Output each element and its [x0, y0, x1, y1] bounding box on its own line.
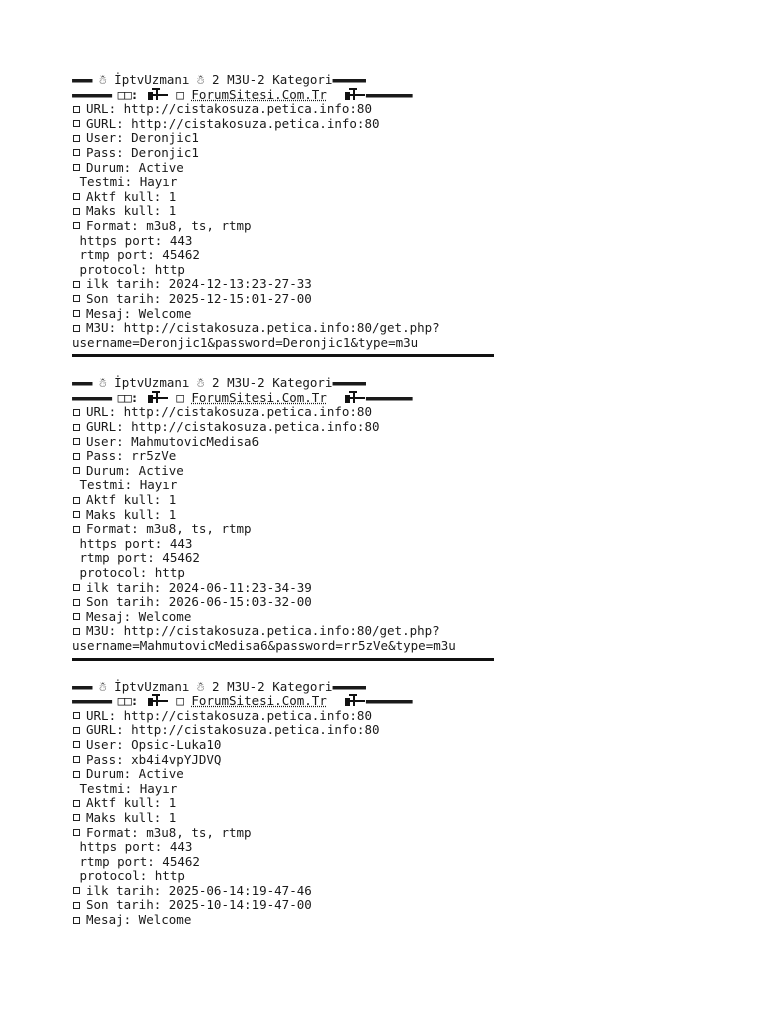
aktf-text: Aktf kull: 1 — [86, 795, 177, 811]
snowman-icon: ☃ — [196, 72, 205, 87]
bullet-icon — [73, 164, 80, 171]
url-line — [72, 709, 712, 724]
entry-header — [72, 680, 712, 695]
subheader-left-deco: ▬▬▬▬▬▬ □□: — [72, 389, 138, 405]
user-text: User: Opsic-Luka10 — [86, 736, 222, 752]
https-port-line: https port: 443 — [72, 535, 193, 551]
subheader-left-deco: ▬▬▬▬▬▬ □□: — [72, 86, 138, 102]
site-link[interactable]: ForumSitesi.Com.Tr — [191, 86, 327, 102]
plug-icon — [342, 391, 366, 403]
subheader-left-deco: ▬▬▬▬▬▬ □□: — [72, 693, 138, 709]
https-port-line: https port: 443 — [72, 232, 193, 248]
entry-separator — [72, 354, 494, 357]
entry-subheader — [72, 88, 712, 103]
bullet-icon — [73, 902, 80, 909]
bullet-icon — [73, 135, 80, 142]
son-tarih-line — [72, 595, 712, 610]
entry-header — [72, 73, 712, 88]
m3u-line — [72, 321, 712, 336]
user-line — [72, 131, 712, 146]
bullet-icon — [73, 106, 80, 113]
ilk-text: ilk tarih: 2024-06-11:23-34-39 — [86, 579, 312, 595]
aktf-text: Aktf kull: 1 — [86, 492, 177, 508]
maks-text: Maks kull: 1 — [86, 203, 177, 219]
bullet-icon — [73, 325, 80, 332]
category-label: 2 M3U-2 Kategori — [212, 678, 333, 694]
url-text: URL: http://cistakosuza.petica.info:80 — [86, 707, 372, 723]
gurl-line — [72, 420, 712, 435]
bullet-icon — [73, 409, 80, 416]
format-line — [72, 522, 712, 537]
gurl-text: GURL: http://cistakosuza.petica.info:80 — [86, 722, 380, 738]
mesaj-text: Mesaj: Welcome — [86, 305, 192, 321]
son-tarih-line — [72, 898, 712, 913]
url-line — [72, 102, 712, 117]
m3u-link[interactable]: M3U: http://cistakosuza.petica.info:80/get.php? — [86, 623, 440, 639]
gurl-text: GURL: http://cistakosuza.petica.info:80 — [86, 115, 380, 131]
format-text: Format: m3u8, ts, rtmp — [86, 217, 252, 233]
bullet-icon — [73, 497, 80, 504]
header-left-deco: ▬▬▬ — [72, 375, 92, 391]
bullet-icon — [73, 424, 80, 431]
bullet-icon — [73, 208, 80, 215]
user-text: User: Deronjic1 — [86, 130, 199, 146]
bullet-icon — [73, 756, 80, 763]
son-text: Son tarih: 2025-12-15:01-27-00 — [86, 290, 312, 306]
bullet-icon — [73, 120, 80, 127]
brand-name: İptvUzmanı — [114, 72, 190, 87]
bullet-icon — [73, 310, 80, 317]
snowman-icon: ☃ — [196, 375, 205, 391]
aktf-line — [72, 493, 712, 508]
durum-line — [72, 767, 712, 782]
header-left-deco: ▬▬▬ — [72, 72, 92, 87]
bullet-icon — [73, 149, 80, 156]
ilk-text: ilk tarih: 2024-12-13:23-27-33 — [86, 276, 312, 292]
bullet-icon — [73, 829, 80, 836]
snowman-icon: ☃ — [99, 678, 107, 694]
plug-icon — [342, 88, 366, 100]
site-link[interactable]: ForumSitesi.Com.Tr — [191, 389, 327, 405]
plug-icon — [145, 88, 169, 100]
entry-subheader — [72, 694, 712, 709]
entry-header — [72, 376, 712, 391]
subheader-right-deco: ▬▬▬▬▬▬▬ — [365, 693, 412, 709]
durum-text: Durum: Active — [86, 159, 184, 175]
ilk-tarih-line — [72, 884, 712, 899]
snowman-icon: ☃ — [99, 72, 107, 87]
bullet-icon — [73, 193, 80, 200]
durum-line — [72, 161, 712, 176]
document-page — [72, 73, 712, 934]
bullet-icon — [73, 712, 80, 719]
brand-name: İptvUzmanı — [114, 375, 190, 391]
protocol-line: protocol: http — [72, 261, 185, 277]
aktf-line — [72, 796, 712, 811]
gurl-line — [72, 117, 712, 132]
box-glyph: □ — [176, 693, 184, 709]
rtmp-port-line: rtmp port: 45462 — [72, 247, 200, 263]
category-label: 2 M3U-2 Kategori — [212, 72, 333, 87]
snowman-icon: ☃ — [99, 375, 107, 391]
aktf-text: Aktf kull: 1 — [86, 188, 177, 204]
bullet-icon — [73, 584, 80, 591]
mesaj-line — [72, 307, 712, 322]
durum-text: Durum: Active — [86, 766, 184, 782]
url-line — [72, 405, 712, 420]
bullet-icon — [73, 453, 80, 460]
url-text: URL: http://cistakosuza.petica.info:80 — [86, 101, 372, 117]
rtmp-port-line: rtmp port: 45462 — [72, 550, 200, 566]
maks-line — [72, 204, 712, 219]
user-line — [72, 738, 712, 753]
gurl-text: GURL: http://cistakosuza.petica.info:80 — [86, 419, 380, 435]
ilk-tarih-line — [72, 581, 712, 596]
snowman-icon: ☃ — [196, 678, 205, 694]
site-link[interactable]: ForumSitesi.Com.Tr — [191, 693, 327, 709]
header-right-deco: ▬▬▬▬▬ — [332, 678, 366, 694]
ilk-text: ilk tarih: 2025-06-14:19-47-46 — [86, 882, 312, 898]
brand-name: İptvUzmanı — [114, 678, 190, 694]
son-text: Son tarih: 2025-10-14:19-47-00 — [86, 897, 312, 913]
testmi-line: Testmi: Hayır — [72, 477, 178, 493]
testmi-line: Testmi: Hayır — [72, 174, 178, 190]
gurl-line — [72, 723, 712, 738]
m3u-link[interactable]: M3U: http://cistakosuza.petica.info:80/get.php? — [86, 320, 440, 336]
bullet-icon — [73, 526, 80, 533]
entry-block — [72, 680, 712, 928]
format-text: Format: m3u8, ts, rtmp — [86, 521, 252, 537]
header-right-deco: ▬▬▬▬▬ — [332, 72, 366, 87]
format-text: Format: m3u8, ts, rtmp — [86, 824, 252, 840]
bullet-icon — [73, 814, 80, 821]
maks-text: Maks kull: 1 — [86, 506, 177, 522]
m3u-cont-line[interactable]: username=Deronjic1&password=Deronjic1&type=m3u — [72, 334, 419, 350]
pass-text: Pass: Deronjic1 — [86, 144, 199, 160]
protocol-line: protocol: http — [72, 565, 185, 580]
subheader-right-deco: ▬▬▬▬▬▬▬ — [365, 86, 412, 102]
format-line — [72, 219, 712, 234]
son-text: Son tarih: 2026-06-15:03-32-00 — [86, 594, 312, 610]
pass-line — [72, 146, 712, 161]
pass-text: Pass: rr5zVe — [86, 448, 177, 464]
ilk-tarih-line — [72, 277, 712, 292]
entry-block — [72, 73, 712, 357]
format-line — [72, 826, 712, 841]
bullet-icon — [73, 771, 80, 778]
plug-icon — [145, 694, 169, 706]
pass-text: Pass: xb4i4vpYJDVQ — [86, 751, 222, 767]
bullet-icon — [73, 438, 80, 445]
url-text: URL: http://cistakosuza.petica.info:80 — [86, 404, 372, 420]
m3u-cont-line[interactable]: username=MahmutovicMedisa6&password=rr5zVe&type=m3u — [72, 637, 456, 653]
maks-text: Maks kull: 1 — [86, 809, 177, 825]
durum-text: Durum: Active — [86, 462, 184, 478]
bullet-icon — [73, 222, 80, 229]
user-line — [72, 435, 712, 450]
bullet-icon — [73, 467, 80, 474]
bullet-icon — [73, 613, 80, 620]
bullet-icon — [73, 727, 80, 734]
mesaj-line — [72, 610, 712, 625]
rtmp-port-line: rtmp port: 45462 — [72, 853, 200, 869]
bullet-icon — [73, 511, 80, 518]
durum-line — [72, 464, 712, 479]
protocol-line: protocol: http — [72, 868, 185, 884]
category-label: 2 M3U-2 Kategori — [212, 375, 333, 391]
testmi-line: Testmi: Hayır — [72, 780, 178, 796]
mesaj-line — [72, 913, 712, 928]
bullet-icon — [73, 599, 80, 606]
bullet-icon — [73, 295, 80, 302]
m3u-line — [72, 624, 712, 639]
box-glyph: □ — [176, 86, 184, 102]
bullet-icon — [73, 800, 80, 807]
entry-separator — [72, 658, 494, 661]
bullet-icon — [73, 887, 80, 894]
mesaj-text: Mesaj: Welcome — [86, 608, 192, 624]
maks-line — [72, 508, 712, 523]
mesaj-text: Mesaj: Welcome — [86, 912, 192, 928]
user-text: User: MahmutovicMedisa6 — [86, 433, 260, 449]
aktf-line — [72, 190, 712, 205]
maks-line — [72, 811, 712, 826]
plug-icon — [145, 391, 169, 403]
plug-icon — [342, 694, 366, 706]
bullet-icon — [73, 917, 80, 924]
box-glyph: □ — [176, 389, 184, 405]
pass-line — [72, 753, 712, 768]
https-port-line: https port: 443 — [72, 839, 193, 855]
bullet-icon — [73, 741, 80, 748]
bullet-icon — [73, 281, 80, 288]
header-left-deco: ▬▬▬ — [72, 678, 92, 694]
entry-block — [72, 376, 712, 660]
entry-subheader — [72, 391, 712, 406]
pass-line — [72, 449, 712, 464]
subheader-right-deco: ▬▬▬▬▬▬▬ — [365, 389, 412, 405]
son-tarih-line — [72, 292, 712, 307]
bullet-icon — [73, 628, 80, 635]
header-right-deco: ▬▬▬▬▬ — [332, 375, 366, 391]
